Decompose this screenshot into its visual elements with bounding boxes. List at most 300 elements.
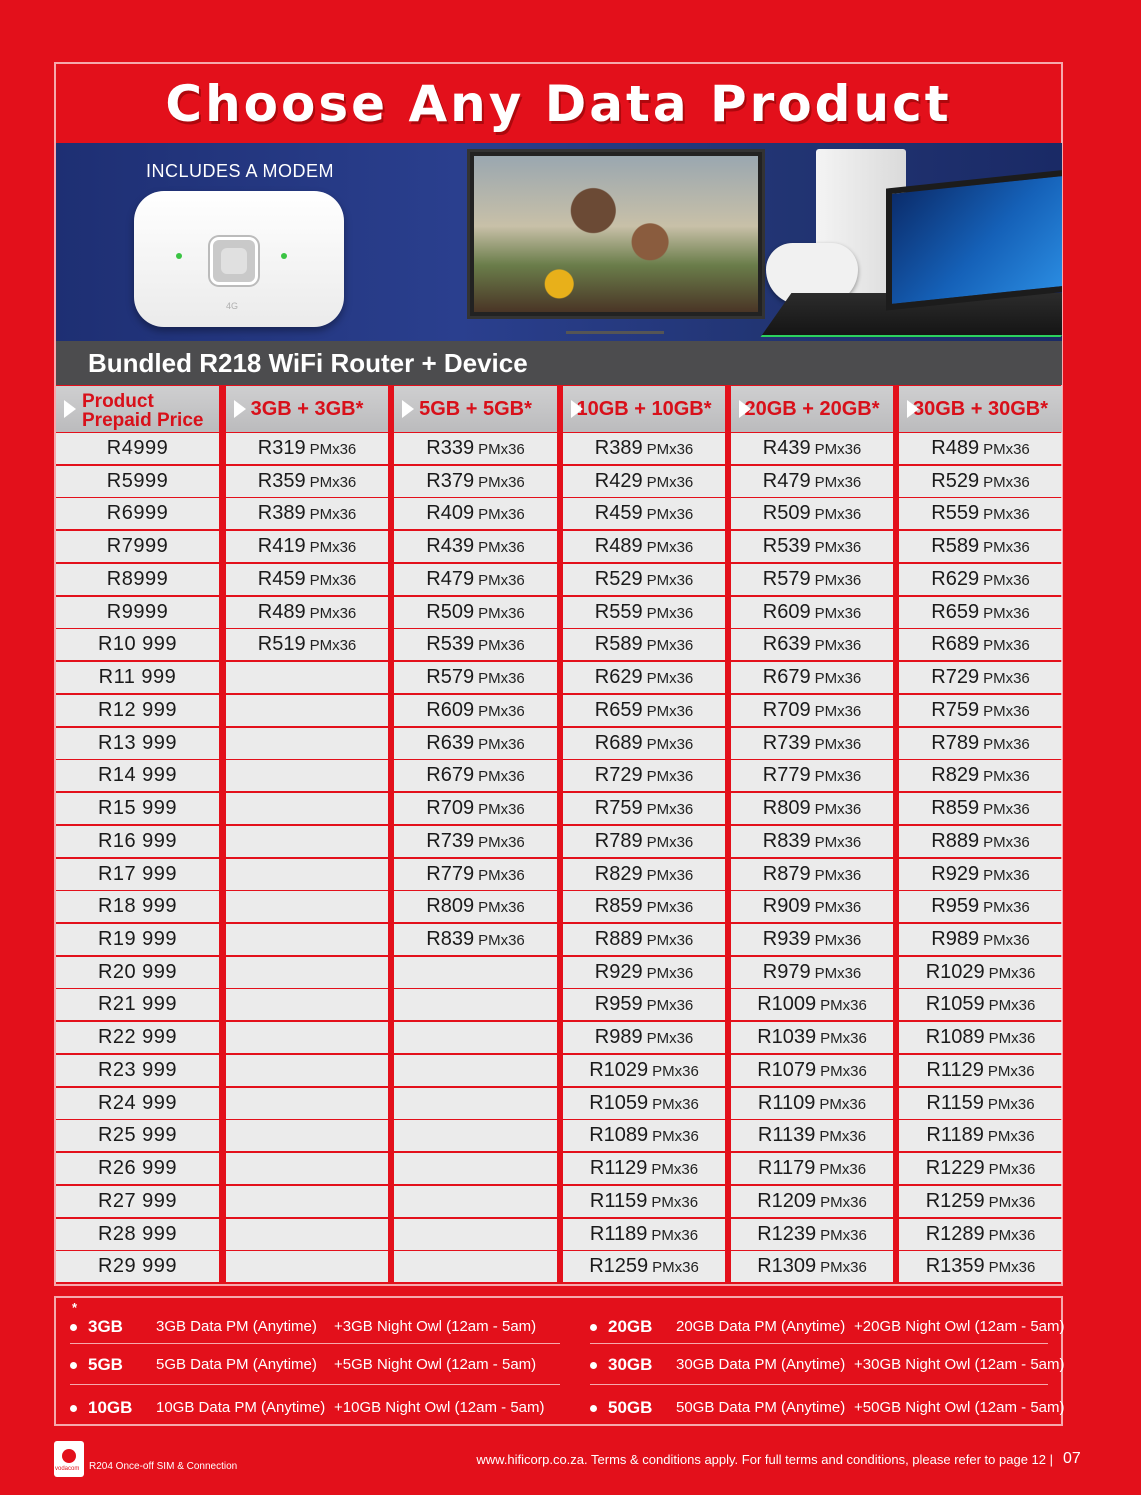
- monthly-price-cell: [226, 957, 388, 988]
- term-suffix: PMx36: [819, 1128, 867, 1146]
- term-suffix: PMx36: [820, 1226, 867, 1244]
- legend-size: 50GB: [608, 1398, 653, 1417]
- monthly-amount: R1089: [925, 1026, 985, 1049]
- term-suffix: PMx36: [820, 1062, 867, 1080]
- term-suffix: PMx36: [652, 1128, 699, 1146]
- monthly-price-cell: [899, 957, 1062, 988]
- monthly-price-cell: [394, 1120, 557, 1151]
- monthly-amount: R759: [931, 698, 980, 721]
- monthly-price-cell: [563, 924, 725, 955]
- monthly-amount: R529: [594, 567, 643, 590]
- legend-divider: [70, 1343, 560, 1344]
- monthly-amount: R1189: [926, 1124, 984, 1147]
- monthly-price-cell: [731, 466, 893, 497]
- table-row: [56, 728, 1062, 761]
- monthly-price-cell: [226, 466, 388, 497]
- term-suffix: PMx36: [983, 768, 1030, 786]
- monthly-amount: R1289: [925, 1222, 985, 1245]
- monthly-amount: R1129: [926, 1058, 984, 1081]
- legend-night-data: +30GB Night Owl (12am - 5am): [854, 1356, 1065, 1373]
- table-row: [56, 629, 1062, 662]
- monthly-amount: R789: [931, 731, 980, 754]
- term-suffix: PMx36: [478, 801, 525, 819]
- legend-night-data: +50GB Night Owl (12am - 5am): [854, 1399, 1065, 1416]
- monthly-price-cell: [899, 1055, 1062, 1086]
- term-suffix: PMx36: [987, 1062, 1035, 1080]
- monthly-price-cell: [394, 1022, 557, 1053]
- sim-connection-text: R204 Once-off SIM & Connection: [89, 1461, 238, 1472]
- term-suffix: PMx36: [646, 604, 694, 622]
- monthly-amount: R609: [762, 600, 811, 623]
- monthly-amount: R1059: [925, 993, 985, 1016]
- monthly-price-cell: [899, 793, 1062, 824]
- monthly-amount: R889: [594, 928, 643, 951]
- term-suffix: PMx36: [983, 866, 1030, 884]
- monthly-price-cell: [226, 433, 388, 464]
- legend-size: 5GB: [88, 1355, 123, 1374]
- legend-divider: [70, 1384, 560, 1385]
- monthly-price-cell: [899, 629, 1062, 660]
- monthly-price-cell: [731, 433, 893, 464]
- vodacom-speechmark-icon: [62, 1449, 76, 1463]
- hero-banner: [56, 143, 1062, 341]
- monthly-price-cell: [899, 498, 1062, 529]
- monthly-amount: R359: [257, 469, 306, 492]
- monthly-price-cell: [226, 498, 388, 529]
- term-suffix: PMx36: [814, 801, 862, 819]
- term-suffix: PMx36: [814, 604, 862, 622]
- monthly-amount: R629: [931, 567, 980, 590]
- table-row: [56, 466, 1062, 499]
- legend-night-data: +10GB Night Owl (12am - 5am): [334, 1399, 545, 1416]
- monthly-amount: R389: [594, 437, 643, 459]
- monthly-price-cell: [899, 1022, 1062, 1053]
- product-price-cell: R26 999: [56, 1153, 219, 1184]
- monthly-price-cell: [731, 924, 893, 955]
- term-suffix: PMx36: [983, 604, 1030, 622]
- table-row: [56, 498, 1062, 531]
- monthly-amount: R639: [762, 633, 811, 656]
- term-suffix: PMx36: [309, 571, 357, 589]
- monthly-price-cell: [899, 891, 1062, 922]
- monthly-amount: R1259: [589, 1255, 649, 1278]
- plan-label: 10GB + 10GB*: [576, 398, 712, 420]
- monthly-price-cell: [563, 1251, 725, 1282]
- monthly-price-cell: [394, 1055, 557, 1086]
- term-suffix: PMx36: [983, 801, 1030, 819]
- monthly-price-cell: [899, 760, 1062, 791]
- monthly-price-cell: [563, 1219, 725, 1250]
- monthly-price-cell: [899, 728, 1062, 759]
- monthly-amount: R659: [594, 698, 643, 721]
- term-suffix: PMx36: [988, 964, 1036, 982]
- monthly-price-cell: [563, 662, 725, 693]
- play-arrow-icon: [571, 400, 583, 418]
- plan-label: 20GB + 20GB*: [744, 398, 880, 420]
- monthly-price-cell: [899, 1120, 1062, 1151]
- legend-anytime-data: 3GB Data PM (Anytime): [156, 1318, 317, 1335]
- term-suffix: PMx36: [478, 539, 525, 557]
- term-suffix: PMx36: [814, 735, 862, 753]
- vodacom-logo: [54, 1441, 84, 1477]
- monthly-price-cell: [394, 1186, 557, 1217]
- monthly-amount: R1209: [757, 1189, 817, 1212]
- monthly-price-cell: [394, 695, 557, 726]
- product-price-cell: R19 999: [56, 924, 219, 955]
- legend-night-data: +5GB Night Owl (12am - 5am): [334, 1356, 537, 1373]
- monthly-price-cell: [563, 597, 725, 628]
- monthly-amount: R1179: [757, 1157, 816, 1180]
- term-suffix: PMx36: [814, 506, 862, 524]
- monthly-price-cell: [394, 597, 557, 628]
- term-suffix: PMx36: [651, 1226, 699, 1244]
- term-suffix: PMx36: [814, 702, 862, 720]
- product-price-cell: R23 999: [56, 1055, 219, 1086]
- monthly-price-cell: [899, 1219, 1062, 1250]
- term-suffix: PMx36: [478, 637, 525, 655]
- table-row: [56, 1088, 1062, 1121]
- monthly-price-cell: [226, 1120, 388, 1151]
- monthly-price-cell: [226, 728, 388, 759]
- monthly-price-cell: [226, 1022, 388, 1053]
- term-suffix: PMx36: [814, 670, 862, 688]
- monthly-price-cell: [731, 662, 893, 693]
- term-suffix: PMx36: [478, 473, 525, 491]
- term-suffix: PMx36: [646, 899, 694, 917]
- monthly-price-cell: [731, 597, 893, 628]
- modem-logo-icon: [210, 237, 258, 285]
- monthly-price-cell: [226, 793, 388, 824]
- monthly-amount: R489: [257, 600, 306, 623]
- table-row: [56, 1120, 1062, 1153]
- term-suffix: PMx36: [814, 571, 862, 589]
- product-price-cell: R13 999: [56, 728, 219, 759]
- monthly-amount: R609: [426, 698, 475, 721]
- product-price-cell: R7999: [56, 531, 219, 562]
- table-row: [56, 662, 1062, 695]
- monthly-price-cell: [226, 1088, 388, 1119]
- monthly-price-cell: [563, 826, 725, 857]
- product-price-cell: R18 999: [56, 891, 219, 922]
- monthly-amount: R839: [426, 928, 475, 951]
- monthly-price-cell: [731, 1088, 893, 1119]
- monthly-amount: R429: [594, 469, 643, 492]
- monthly-amount: R739: [762, 731, 811, 754]
- monthly-amount: R529: [931, 469, 980, 492]
- monthly-amount: R1129: [589, 1157, 648, 1180]
- monthly-price-cell: [226, 629, 388, 660]
- term-suffix: PMx36: [309, 539, 357, 557]
- term-suffix: PMx36: [652, 1095, 699, 1113]
- monthly-price-cell: [731, 1022, 893, 1053]
- bullet-icon: [590, 1362, 597, 1369]
- monthly-amount: R679: [762, 666, 811, 689]
- monthly-amount: R709: [762, 698, 811, 721]
- vodacom-logo-text: vodacom: [55, 1466, 80, 1472]
- monthly-amount: R889: [931, 829, 980, 852]
- monthly-price-cell: [731, 859, 893, 890]
- monthly-price-cell: [394, 793, 557, 824]
- monthly-amount: R929: [594, 960, 643, 983]
- monthly-price-cell: [731, 957, 893, 988]
- play-arrow-icon: [907, 400, 919, 418]
- play-arrow-icon: [234, 400, 246, 418]
- term-suffix: PMx36: [814, 637, 862, 655]
- monthly-price-cell: [899, 989, 1062, 1020]
- term-suffix: PMx36: [646, 670, 694, 688]
- term-suffix: PMx36: [820, 1030, 867, 1048]
- term-suffix: PMx36: [646, 735, 694, 753]
- term-suffix: PMx36: [478, 735, 525, 753]
- monthly-price-cell: [563, 466, 725, 497]
- legend-size: 20GB: [608, 1317, 653, 1336]
- monthly-amount: R759: [594, 797, 643, 820]
- product-price-cell: R16 999: [56, 826, 219, 857]
- monthly-amount: R519: [257, 633, 306, 656]
- product-price-cell: R21 999: [56, 989, 219, 1020]
- monthly-price-cell: [226, 1251, 388, 1282]
- monthly-price-cell: [731, 498, 893, 529]
- bundle-heading: Bundled R218 WiFi Router + Device: [56, 341, 1062, 385]
- monthly-amount: R379: [426, 469, 475, 492]
- table-row: [56, 597, 1062, 630]
- product-price-cell: R14 999: [56, 760, 219, 791]
- monthly-price-cell: [226, 1219, 388, 1250]
- legend-night-data: +20GB Night Owl (12am - 5am): [854, 1318, 1065, 1335]
- monthly-amount: R1239: [757, 1222, 817, 1245]
- monthly-price-cell: [899, 1251, 1062, 1282]
- monthly-amount: R779: [426, 862, 475, 885]
- monthly-price-cell: [226, 531, 388, 562]
- monthly-amount: R489: [594, 535, 643, 558]
- monthly-price-cell: [226, 859, 388, 890]
- modem-image: [134, 191, 344, 327]
- product-price-cell: R27 999: [56, 1186, 219, 1217]
- monthly-amount: R1029: [589, 1058, 649, 1081]
- monthly-price-cell: [731, 989, 893, 1020]
- monthly-amount: R579: [762, 567, 811, 590]
- table-header: [56, 386, 1062, 432]
- monthly-amount: R1109: [757, 1091, 816, 1114]
- monthly-amount: R939: [762, 928, 811, 951]
- term-suffix: PMx36: [478, 866, 525, 884]
- monthly-price-cell: [563, 989, 725, 1020]
- monthly-amount: R689: [594, 731, 643, 754]
- term-suffix: PMx36: [987, 1095, 1035, 1113]
- monthly-price-cell: [394, 1219, 557, 1250]
- monthly-amount: R589: [931, 535, 980, 558]
- monthly-price-cell: [563, 793, 725, 824]
- monthly-price-cell: [563, 1022, 725, 1053]
- monthly-price-cell: [731, 1251, 893, 1282]
- monthly-price-cell: [899, 859, 1062, 890]
- column-header-plan: [731, 386, 893, 432]
- table-row: [56, 564, 1062, 597]
- table-row: [56, 1055, 1062, 1088]
- monthly-price-cell: [394, 826, 557, 857]
- term-suffix: PMx36: [814, 866, 862, 884]
- table-row: [56, 1153, 1062, 1186]
- monthly-price-cell: [563, 859, 725, 890]
- monthly-price-cell: [226, 989, 388, 1020]
- monthly-amount: R1139: [757, 1124, 816, 1147]
- monthly-price-cell: [899, 695, 1062, 726]
- monthly-amount: R1359: [925, 1255, 985, 1278]
- monthly-price-cell: [899, 826, 1062, 857]
- legend-divider: [590, 1384, 1048, 1385]
- monthly-amount: R859: [594, 895, 643, 918]
- term-suffix: PMx36: [646, 833, 694, 851]
- term-suffix: PMx36: [309, 637, 357, 655]
- term-suffix: PMx36: [819, 1095, 867, 1113]
- monthly-amount: R1079: [757, 1058, 817, 1081]
- monthly-price-cell: [226, 564, 388, 595]
- monthly-amount: R559: [931, 502, 980, 525]
- monthly-price-cell: [563, 728, 725, 759]
- monthly-amount: R809: [762, 797, 811, 820]
- monthly-amount: R539: [762, 535, 811, 558]
- legend-size: 3GB: [88, 1317, 123, 1336]
- term-suffix: PMx36: [646, 932, 694, 950]
- monthly-amount: R929: [931, 862, 980, 885]
- monthly-price-cell: [394, 498, 557, 529]
- monthly-price-cell: [899, 466, 1062, 497]
- play-arrow-icon: [739, 400, 751, 418]
- table-row: [56, 891, 1062, 924]
- term-suffix: PMx36: [646, 801, 694, 819]
- column-header-plan: [899, 386, 1062, 432]
- product-price-cell: R12 999: [56, 695, 219, 726]
- table-row: [56, 760, 1062, 793]
- monthly-amount: R709: [426, 797, 475, 820]
- term-suffix: PMx36: [983, 473, 1030, 491]
- monthly-price-cell: [394, 1088, 557, 1119]
- monthly-amount: R339: [426, 437, 475, 459]
- legend-anytime-data: 5GB Data PM (Anytime): [156, 1356, 317, 1373]
- monthly-amount: R1029: [925, 960, 985, 983]
- monthly-amount: R459: [257, 567, 306, 590]
- page-title: Choose Any Data Product: [165, 75, 952, 133]
- monthly-amount: R689: [931, 633, 980, 656]
- monthly-amount: R639: [426, 731, 475, 754]
- term-suffix: PMx36: [814, 964, 862, 982]
- term-suffix: PMx36: [646, 637, 694, 655]
- table-row: [56, 531, 1062, 564]
- laptop-image: [886, 169, 1062, 310]
- term-suffix: PMx36: [814, 473, 862, 491]
- monthly-amount: R479: [426, 567, 475, 590]
- plan-label: 5GB + 5GB*: [419, 398, 532, 420]
- monthly-price-cell: [899, 1088, 1062, 1119]
- term-suffix: PMx36: [983, 899, 1030, 917]
- monthly-price-cell: [563, 957, 725, 988]
- modem-4g-text: 4G: [226, 301, 239, 311]
- term-suffix: PMx36: [652, 1062, 699, 1080]
- monthly-price-cell: [563, 531, 725, 562]
- bullet-icon: [590, 1324, 597, 1331]
- term-suffix: PMx36: [646, 997, 694, 1015]
- column-header-plan: [226, 386, 388, 432]
- table-row: [56, 1251, 1062, 1284]
- monthly-amount: R479: [762, 469, 811, 492]
- monthly-amount: R859: [931, 797, 980, 820]
- term-suffix: PMx36: [309, 506, 357, 524]
- term-suffix: PMx36: [478, 441, 525, 458]
- monthly-price-cell: [226, 826, 388, 857]
- monthly-amount: R1309: [757, 1255, 817, 1278]
- product-price-cell: R4999: [56, 433, 219, 464]
- legend-size: 10GB: [88, 1398, 133, 1417]
- table-row: [56, 957, 1062, 990]
- legend-asterisk: *: [72, 1300, 78, 1315]
- monthly-amount: R839: [762, 829, 811, 852]
- monthly-amount: R729: [594, 764, 643, 787]
- term-suffix: PMx36: [814, 441, 862, 458]
- monthly-price-cell: [563, 695, 725, 726]
- monthly-price-cell: [899, 531, 1062, 562]
- term-suffix: PMx36: [814, 932, 862, 950]
- play-arrow-icon: [402, 400, 414, 418]
- term-suffix: PMx36: [478, 768, 525, 786]
- monthly-amount: R439: [762, 437, 811, 459]
- wifi-led-icon: [281, 253, 287, 259]
- tv-stand: [566, 321, 664, 334]
- legend-divider: [590, 1343, 1048, 1344]
- product-price-cell: R29 999: [56, 1251, 219, 1282]
- term-suffix: PMx36: [309, 441, 357, 458]
- term-suffix: PMx36: [987, 1128, 1035, 1146]
- monthly-price-cell: [394, 1153, 557, 1184]
- price-table: [56, 433, 1062, 1284]
- monthly-price-cell: [563, 1055, 725, 1086]
- legend-size: 30GB: [608, 1355, 653, 1374]
- legend-night-data: +3GB Night Owl (12am - 5am): [334, 1318, 537, 1335]
- monthly-amount: R509: [426, 600, 475, 623]
- monthly-amount: R1259: [925, 1189, 985, 1212]
- monthly-price-cell: [731, 793, 893, 824]
- monthly-price-cell: [394, 662, 557, 693]
- term-suffix: PMx36: [820, 1193, 867, 1211]
- term-suffix: PMx36: [983, 833, 1030, 851]
- monthly-amount: R1159: [926, 1091, 984, 1114]
- legend-anytime-data: 20GB Data PM (Anytime): [676, 1318, 846, 1335]
- modem-label: INCLUDES A MODEM: [146, 161, 335, 181]
- term-suffix: PMx36: [814, 768, 862, 786]
- term-suffix: PMx36: [478, 604, 525, 622]
- term-suffix: PMx36: [988, 1161, 1036, 1179]
- monthly-price-cell: [899, 1186, 1062, 1217]
- term-suffix: PMx36: [646, 539, 694, 557]
- monthly-amount: R729: [931, 666, 980, 689]
- monthly-price-cell: [731, 760, 893, 791]
- monthly-price-cell: [731, 1120, 893, 1151]
- term-suffix: PMx36: [820, 1259, 867, 1277]
- column-header-line: Product: [82, 391, 154, 412]
- monthly-amount: R659: [931, 600, 980, 623]
- term-suffix: PMx36: [646, 964, 694, 982]
- monthly-price-cell: [563, 433, 725, 464]
- legend-anytime-data: 10GB Data PM (Anytime): [156, 1399, 326, 1416]
- monthly-amount: R589: [594, 633, 643, 656]
- monthly-price-cell: [394, 760, 557, 791]
- term-suffix: PMx36: [983, 539, 1030, 557]
- monthly-price-cell: [899, 433, 1062, 464]
- term-suffix: PMx36: [478, 506, 525, 524]
- monthly-price-cell: [226, 597, 388, 628]
- monthly-amount: R779: [762, 764, 811, 787]
- term-suffix: PMx36: [646, 768, 694, 786]
- term-suffix: PMx36: [646, 473, 694, 491]
